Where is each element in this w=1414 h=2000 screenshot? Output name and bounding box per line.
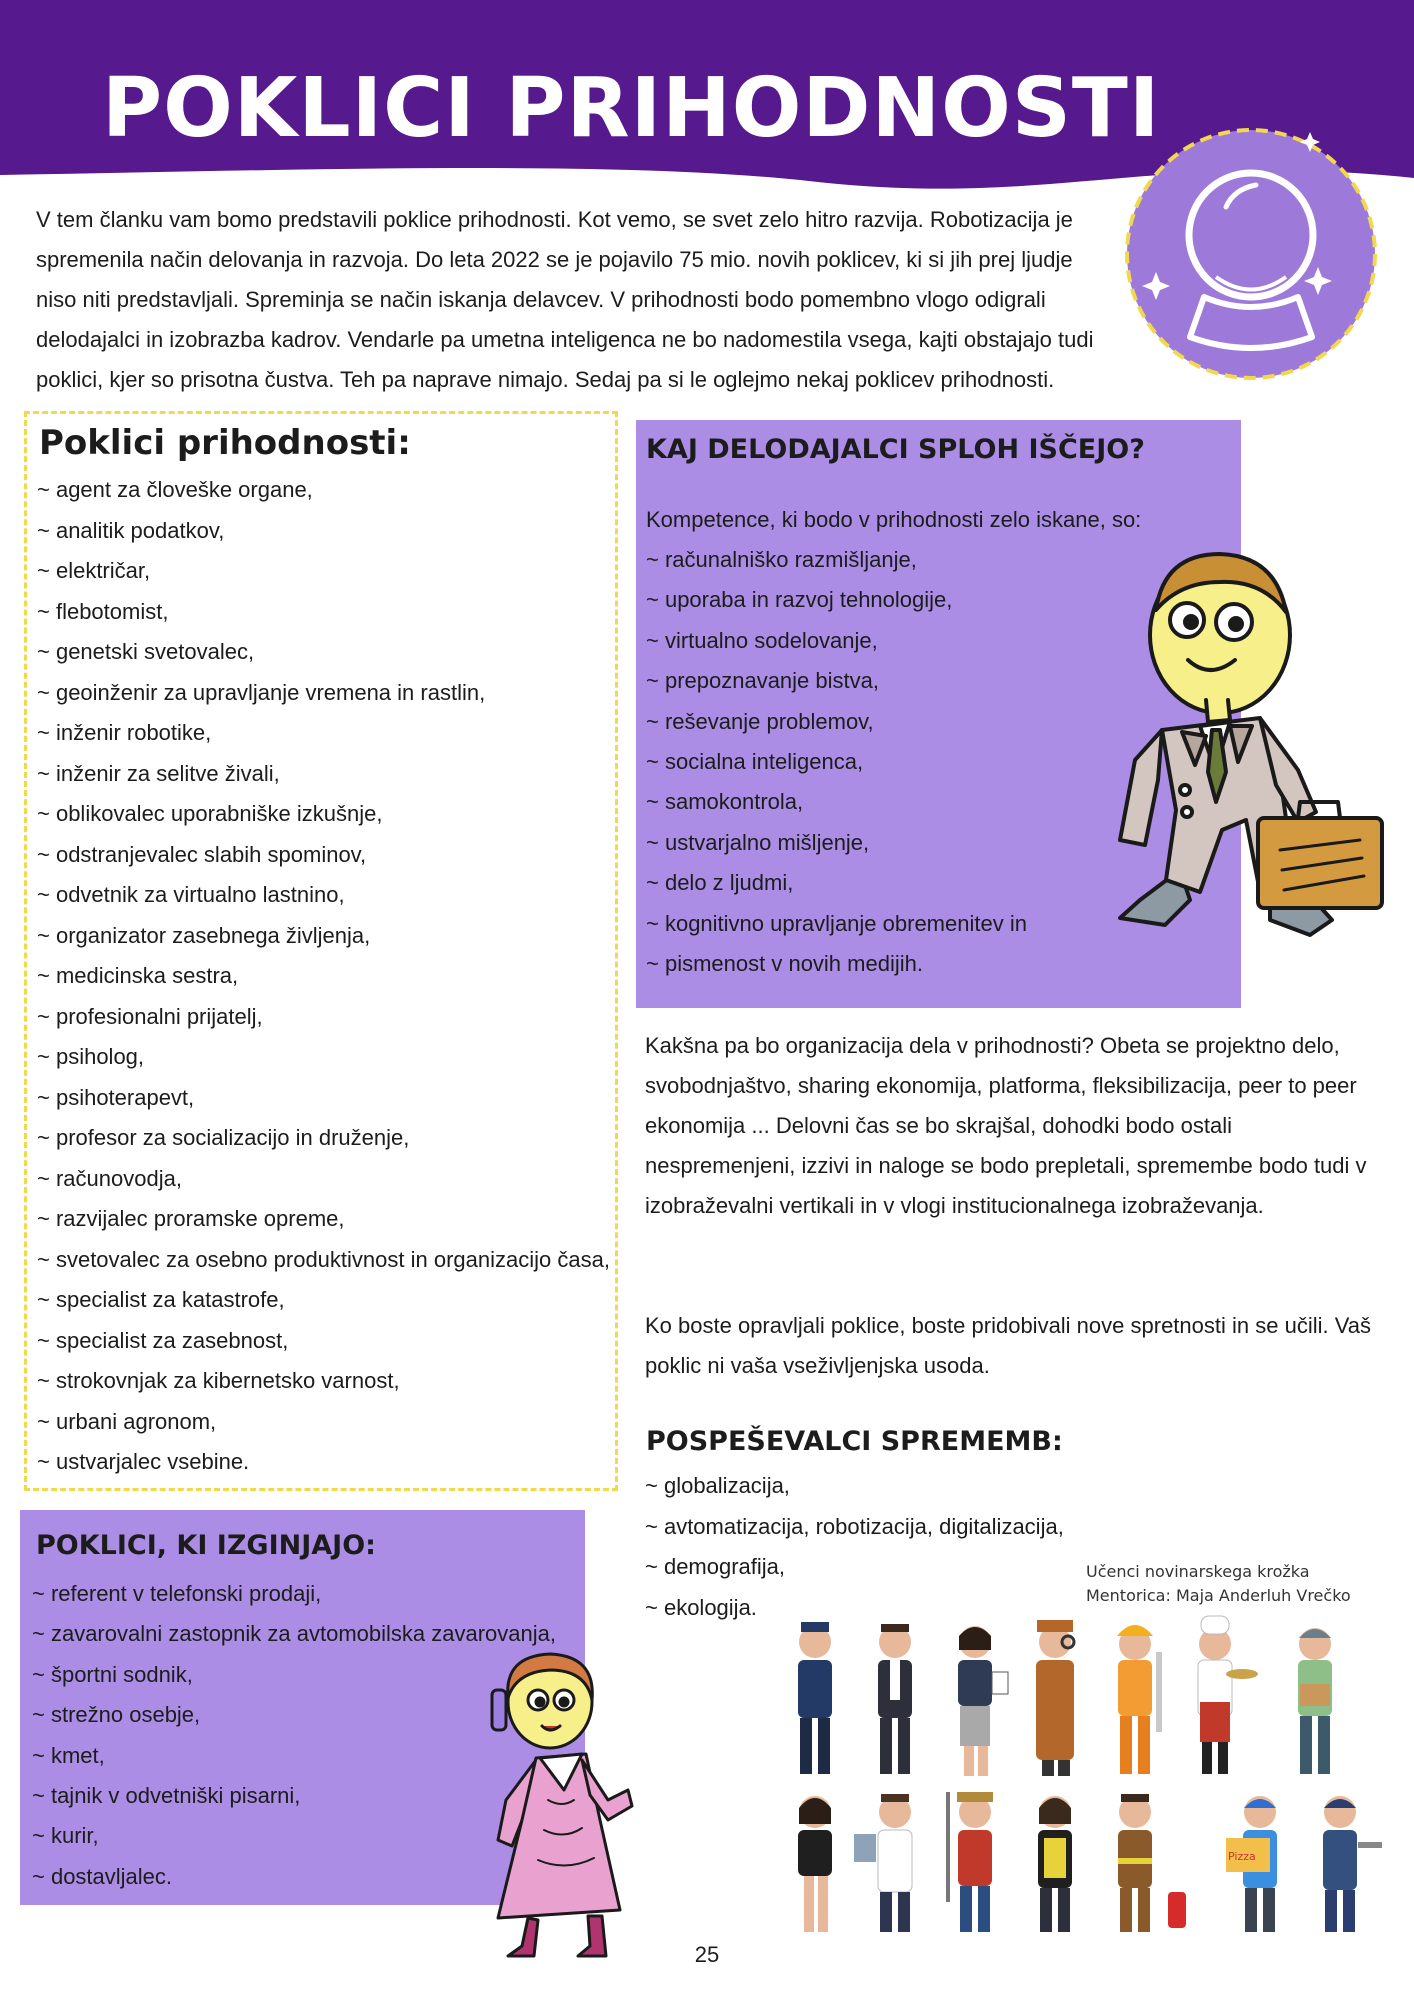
occupation-figure	[946, 1792, 993, 1932]
occupation-figure	[1226, 1796, 1277, 1932]
list-item: ~ geoinženir za upravljanje vremena in rastlin,	[37, 679, 486, 705]
list-item: ~ psiholog,	[37, 1044, 145, 1069]
list-item: ~ delo z ljudmi,	[646, 870, 794, 896]
page-title: POKLICI PRIHODNOSTI	[102, 61, 1161, 156]
list-item: ~ kognitivno upravljanje obremenitev in	[646, 910, 1027, 936]
list-item: ~ referent v telefonski prodaji,	[32, 1581, 322, 1606]
list-item: ~ računalniško razmišljanje,	[646, 547, 917, 572]
list-item: ~ flebotomist,	[37, 598, 169, 624]
disappearing-jobs-heading: POKLICI, KI IZGINJAJO:	[36, 1530, 376, 1561]
list-item: ~ prepoznavanje bistva,	[646, 668, 879, 694]
list-item: ~ specialist za katastrofe,	[37, 1287, 285, 1312]
list-item: ~ ustvarjalno mišljenje,	[646, 829, 870, 855]
competences-list	[646, 540, 1027, 984]
credits-line-1: Učenci novinarskega krožka	[1086, 1562, 1310, 1581]
list-item: ~ odstranjevalec slabih spominov,	[37, 841, 367, 867]
list-item: ~ tajnik v odvetniški pisarni,	[32, 1783, 301, 1809]
list-item: ~ avtomatizacija, robotizacija, digitalizacija,	[645, 1513, 1064, 1539]
occupation-figure	[1036, 1620, 1074, 1776]
list-item: ~ inženir za selitve živali,	[37, 760, 280, 786]
crystal-ball-icon	[1116, 127, 1386, 387]
list-item: ~ inženir robotike,	[37, 720, 212, 745]
list-item: ~ reševanje problemov,	[646, 708, 874, 734]
credits-line-2: Mentorica: Maja Anderluh Vrečko	[1086, 1586, 1351, 1605]
occupation-figure	[1117, 1625, 1162, 1774]
list-item: ~ ustvarjalec vsebine.	[37, 1449, 250, 1474]
list-item: ~ organizator zasebnega življenja,	[37, 922, 371, 948]
intro-paragraph: V tem članku vam bomo predstavili poklice prihodnosti. Kot vemo, se svet zelo hitro razvija. Robotizacija je spremenila način delovanja in razvoja. Do leta 2022 se je pojavilo 75 mio. novih poklicev, ki si jih prej ljudje niso niti predstavljali. Spreminja se način iskanja delavcev. V prihodnosti bodo pomembno vlogo odigrali delodajalci in izobrazba kadrov. Vendarle pa umetna inteligenca ne bo nadomestila vsega, kajti obstajajo tudi poklici, kjer so prisotna čustva. Teh pa naprave nimajo. Sedaj pa si le oglejmo nekaj poklicev prihodnosti.	[36, 207, 1094, 392]
list-item: ~ odvetnik za virtualno lastnino,	[37, 882, 345, 907]
occupation-figure	[1198, 1616, 1258, 1774]
list-item: ~ virtualno sodelovanje,	[646, 627, 878, 653]
list-item: ~ uporaba in razvoj tehnologije,	[646, 587, 953, 613]
pizza-label: Pizza	[1228, 1850, 1256, 1863]
list-item: ~ kurir,	[32, 1823, 99, 1849]
woman-on-phone-illustration	[478, 1650, 638, 1960]
closing-paragraph: Ko boste opravljali poklice, boste pridobivali nove spretnosti in se učili. Vaš poklic ni vaša vseživljenjska usoda.	[645, 1313, 1371, 1378]
businessman-illustration	[1070, 540, 1396, 980]
future-jobs-list	[37, 470, 610, 1483]
list-item: ~ zavarovalni zastopnik za avtomobilska zavarovanja,	[32, 1621, 556, 1647]
list-item: ~ ekologija.	[645, 1594, 757, 1620]
list-item: ~ pismenost v novih medijih.	[646, 951, 923, 977]
list-item: ~ agent za človeške organe,	[37, 477, 313, 502]
list-item: ~ športni sodnik,	[32, 1661, 193, 1687]
credits	[1086, 1560, 1351, 1608]
list-item: ~ električar,	[37, 558, 151, 583]
list-item: ~ urbani agronom,	[37, 1408, 217, 1434]
list-item: ~ analitik podatkov,	[37, 517, 225, 543]
employers-heading: KAJ DELODAJALCI SPLOH IŠČEJO?	[646, 434, 1145, 465]
list-item: ~ medicinska sestra,	[37, 963, 239, 988]
list-item: ~ psihoterapevt,	[37, 1084, 195, 1110]
future-jobs-box	[24, 411, 618, 1491]
list-item: ~ demografija,	[645, 1554, 786, 1579]
list-item: ~ socialna inteligenca,	[646, 749, 864, 775]
list-item: ~ razvijalec proramske opreme,	[37, 1206, 345, 1231]
list-item: ~ kmet,	[32, 1742, 105, 1768]
list-item: ~ strokovnjak za kibernetsko varnost,	[37, 1368, 400, 1393]
list-item: ~ specialist za zasebnost,	[37, 1327, 289, 1353]
occupation-figure	[1118, 1794, 1186, 1932]
occupation-figure	[878, 1624, 912, 1774]
occupation-figure	[1323, 1796, 1382, 1932]
accelerators-list	[645, 1466, 1064, 1628]
employers-lead: Kompetence, ki bodo v prihodnosti zelo iskane, so:	[646, 507, 1142, 532]
occupations-people-illustration	[780, 1612, 1396, 1942]
occupation-figure	[1038, 1796, 1072, 1932]
list-item: ~ samokontrola,	[646, 789, 804, 815]
accelerators-heading: POSPEŠEVALCI SPREMEMB:	[646, 1426, 1063, 1457]
list-item: ~ genetski svetovalec,	[37, 639, 255, 664]
list-item: ~ profesionalni prijatelj,	[37, 1003, 263, 1029]
occupation-figure	[798, 1622, 832, 1774]
future-jobs-heading: Poklici prihodnosti:	[39, 423, 411, 463]
list-item: ~ dostavljalec.	[32, 1863, 173, 1889]
list-item: ~ globalizacija,	[645, 1473, 790, 1498]
list-item: ~ strežno osebje,	[32, 1702, 201, 1728]
list-item: ~ svetovalec za osebno produktivnost in organizacijo časa,	[37, 1246, 610, 1272]
occupation-figure	[1298, 1628, 1332, 1774]
occupation-figure	[958, 1626, 1008, 1776]
list-item: ~ računovodja,	[37, 1165, 182, 1191]
organization-paragraph: Kakšna pa bo organizacija dela v prihodnosti? Obeta se projektno delo, svobodnjaštvo, sharing ekonomija, platforma, fleksibilizacija, peer to peer ekonomija ... Delovni čas se bo skrajšal, dohodki bodo ostali nespremenjeni, izzivi in naloge se bodo prepletali, spremembe bodo tudi v izobraževalni vertikali in v vlogi institucionalnega izobraževanja.	[645, 1033, 1367, 1218]
page-number: 25	[694, 1942, 720, 1967]
list-item: ~ oblikovalec uporabniške izkušnje,	[37, 801, 383, 826]
list-item: ~ profesor za socializacijo in druženje,	[37, 1125, 410, 1150]
occupation-figure	[798, 1796, 832, 1932]
occupation-figure	[854, 1794, 912, 1932]
